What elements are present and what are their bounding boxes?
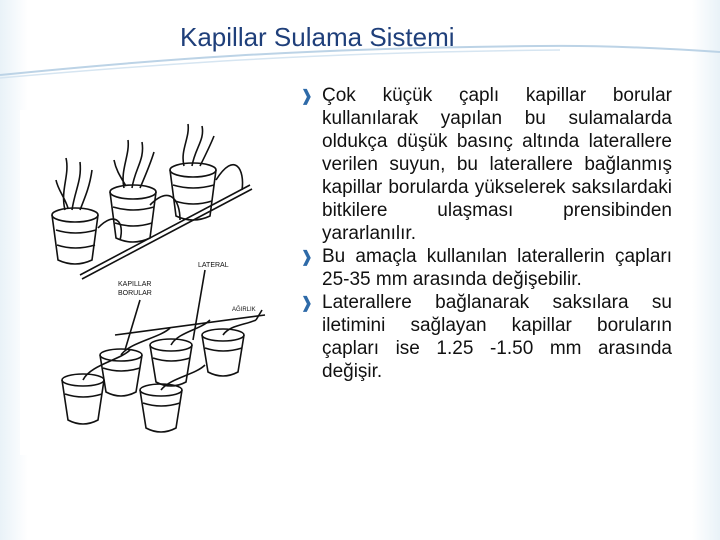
arrow-bullet-icon: ❱ [300,295,314,312]
bullet-list [300,84,672,383]
bullet-item [300,291,672,383]
label-lateral: LATERAL [198,262,229,269]
label-kapillar-line2: BORULAR [118,290,152,297]
bullet-text: Bu amaçla kullanılan laterallerin çapları 25-35 mm arasında değişebilir. [322,246,672,290]
label-agirlik: AĞIRLIK [232,307,256,313]
bullet-item [300,245,672,291]
page-title: Kapillar Sulama Sistemi [180,22,455,52]
bullet-text: Laterallere bağlanarak saksılara su iletimini sağlayan kapillar boruların çapları ise 1.25 -1.50 mm arasında değişir. [322,292,672,382]
bullet-text: Çok küçük çaplı kapillar borular kullanılarak yapılan bu sulamalarda oldukça düşük basınç altında laterallere verilen suyun, bu laterallere bağlanmış kapillar borularda yükselerek saksılardaki bitkilere ulaşması prensibinden yararlanılır. [322,85,672,244]
capillary-irrigation-illustration [20,110,300,455]
label-kapillar-line1: KAPILLAR [118,281,152,288]
title-bar [0,0,720,80]
arrow-bullet-icon: ❱ [300,88,314,105]
bullet-item [300,84,672,245]
arrow-bullet-icon: ❱ [300,249,314,266]
